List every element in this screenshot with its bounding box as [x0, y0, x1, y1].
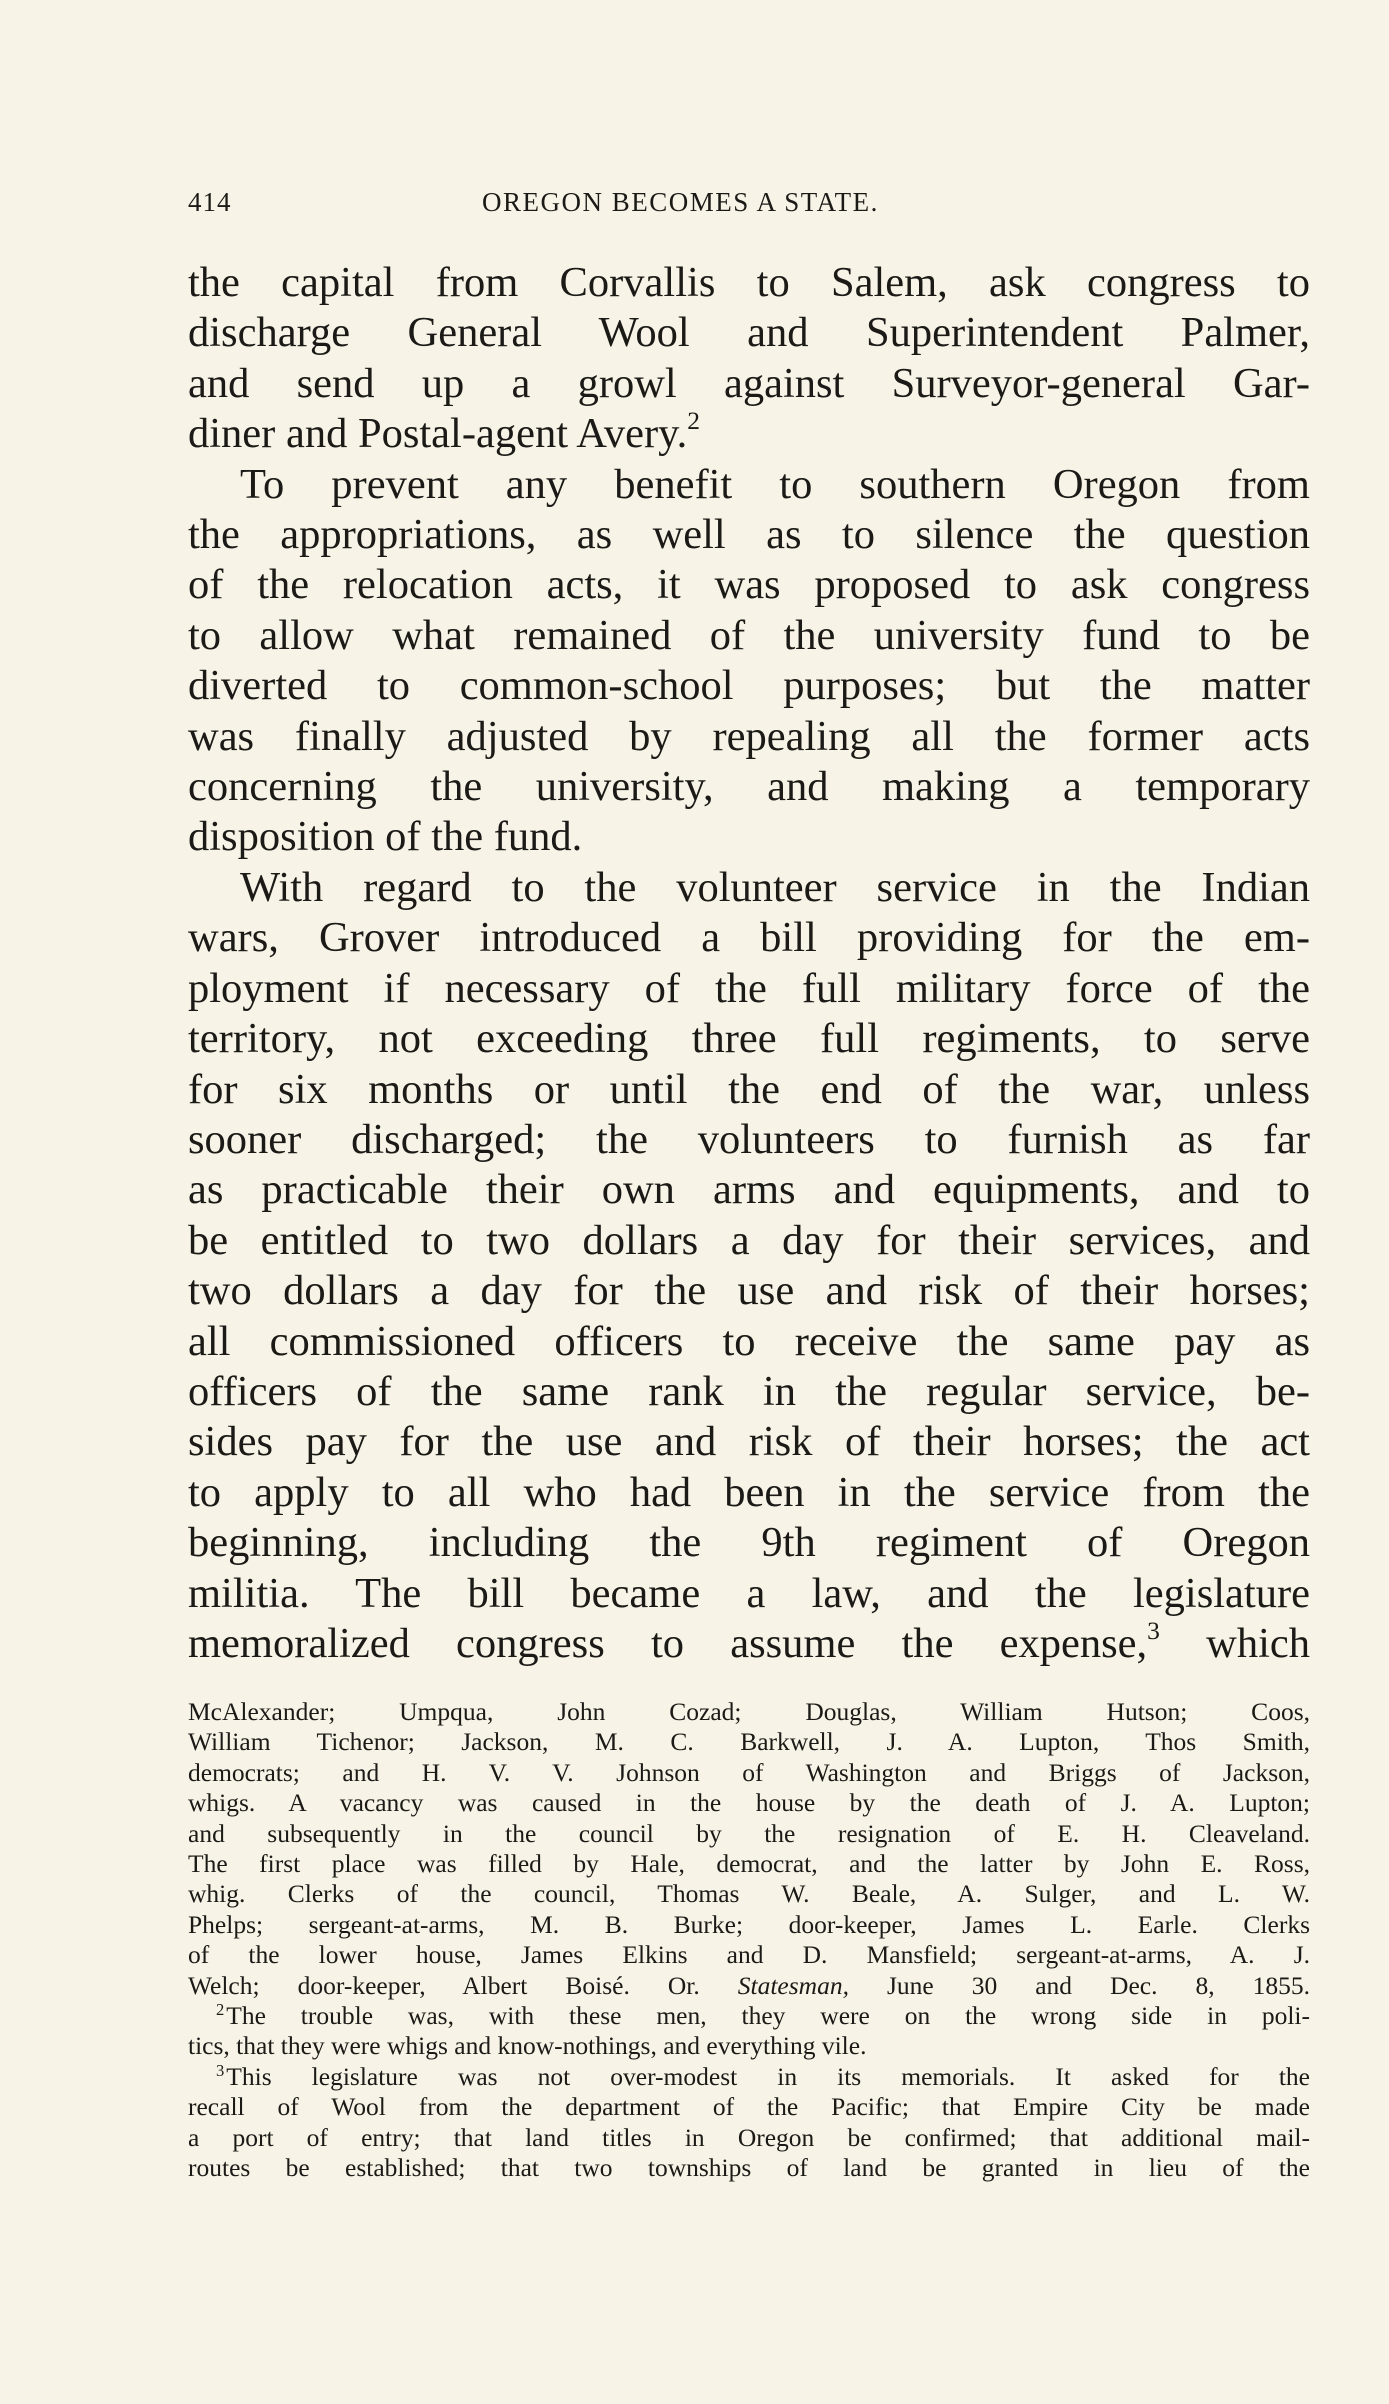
body-line-text: memoralized congress to assume the expense, — [188, 1619, 1148, 1667]
page-header — [188, 187, 1310, 227]
footnote-text: The trouble was, with these men, they were on the wrong side in poli- — [226, 2001, 1310, 2031]
paragraph-start: With regard to the volunteer service in the Indian — [240, 863, 1310, 911]
body-line-text: which — [1206, 1619, 1310, 1667]
body-line — [188, 406, 1310, 459]
body-line: of the relocation acts, it was proposed to ask congress — [188, 561, 1310, 609]
body-line — [188, 1616, 1310, 1669]
body-line: sooner discharged; the volunteers to furnish as far — [188, 1115, 1310, 1163]
body-line: sides pay for the use and risk of their horses; the act — [188, 1418, 1310, 1466]
body-line: to allow what remained of the university fund to be — [188, 611, 1310, 659]
body-line: two dollars a day for the use and risk of their horses; — [188, 1267, 1310, 1315]
footnote-line: The first place was filled by Hale, democrat, and the latter by John E. Ross, — [188, 1849, 1310, 1879]
body-line: for six months or until the end of the war, unless — [188, 1065, 1310, 1113]
footnote-line: routes be established; that two townships of land be granted in lieu of the — [188, 2153, 1310, 2183]
body-line-text: diner and Postal-agent Avery. — [188, 410, 688, 458]
body-line: concerning the university, and making a temporary — [188, 763, 1310, 811]
body-line: all commissioned officers to receive the same pay as — [188, 1317, 1310, 1365]
body-line: and send up a growl against Surveyor-general Gar- — [188, 359, 1310, 407]
footnote-line: whig. Clerks of the council, Thomas W. Beale, A. Sulger, and L. W. — [188, 1879, 1310, 1909]
body-line: the capital from Corvallis to Salem, ask congress to — [188, 259, 1310, 306]
paragraph-start: To prevent any benefit to southern Oregon from — [240, 460, 1310, 508]
body-line: diverted to common-school purposes; but the matter — [188, 662, 1310, 710]
body-line: officers of the same rank in the regular service, be- — [188, 1367, 1310, 1415]
footnotes — [188, 1697, 1310, 2184]
footnote-line: William Tichenor; Jackson, M. C. Barkwell, J. A. Lupton, Thos Smith, — [188, 1727, 1310, 1757]
source-date: June 30 and Dec. 8, 1855. — [886, 1970, 1311, 2000]
body-line: as practicable their own arms and equipments, and to — [188, 1166, 1310, 1214]
body-line: was finally adjusted by repealing all the former acts — [188, 712, 1310, 760]
footnote-text: Welch; door-keeper, Albert Boisé. — [188, 1970, 630, 2000]
body-line: wars, Grover introduced a bill providing for the em- — [188, 914, 1310, 962]
body-line: ployment if necessary of the full military force of the — [188, 964, 1310, 1012]
footnote-line: tics, that they were whigs and know-nothings, and everything vile. — [188, 2031, 867, 2061]
footnote-line: McAlexander; Umpqua, John Cozad; Douglas, William Hutson; Coos, — [188, 1697, 1310, 1726]
footnote-line: and subsequently in the council by the resignation of E. H. Cleaveland. — [188, 1818, 1310, 1848]
footnote-line — [188, 1971, 1310, 2001]
body-line: disposition of the fund. — [188, 813, 583, 861]
page-number: 414 — [188, 187, 232, 217]
footnote-text: This legislature was not over-modest in its memorials. It asked for the — [226, 2061, 1310, 2091]
body-line: beginning, including the 9th regiment of Oregon — [188, 1519, 1310, 1567]
footnote-line: whigs. A vacancy was caused in the house by the death of J. A. Lupton; — [188, 1788, 1310, 1818]
body-text — [188, 258, 1310, 1669]
footnote-3 — [188, 2062, 1310, 2092]
footnote-line: of the lower house, James Elkins and D. Mansfield; sergeant-at-arms, A. J. — [188, 1940, 1310, 1970]
footnote-line: democrats; and H. V. V. Johnson of Washington and Briggs of Jackson, — [188, 1757, 1310, 1787]
footnote-line: recall of Wool from the department of the Pacific; that Empire City be made — [188, 2092, 1310, 2122]
footnote-2 — [188, 2001, 1310, 2031]
footnote-ref-2: 2 — [687, 406, 700, 436]
body-line: militia. The bill became a law, and the legislature — [188, 1569, 1310, 1617]
source-title: Statesman, — [737, 1970, 849, 2000]
body-line: territory, not exceeding three full regiments, to serve — [188, 1015, 1310, 1063]
body-line: be entitled to two dollars a day for their services, and — [188, 1216, 1310, 1264]
footnote-3-mark: 3 — [216, 2060, 225, 2080]
body-line: discharge General Wool and Superintendent Palmer, — [188, 309, 1310, 357]
footnote-2-mark: 2 — [216, 1999, 225, 2019]
footnote-line: a port of entry; that land titles in Oregon be confirmed; that additional mail- — [188, 2122, 1310, 2152]
body-line: to apply to all who had been in the service from the — [188, 1468, 1310, 1516]
source-prefix: Or. — [667, 1970, 700, 2000]
running-head: OREGON BECOMES A STATE. — [482, 187, 879, 217]
footnote-ref-3: 3 — [1147, 1616, 1160, 1646]
footnote-line: Phelps; sergeant-at-arms, M. B. Burke; door-keeper, James L. Earle. Clerks — [188, 1909, 1310, 1939]
body-line: the appropriations, as well as to silence the question — [188, 511, 1310, 559]
